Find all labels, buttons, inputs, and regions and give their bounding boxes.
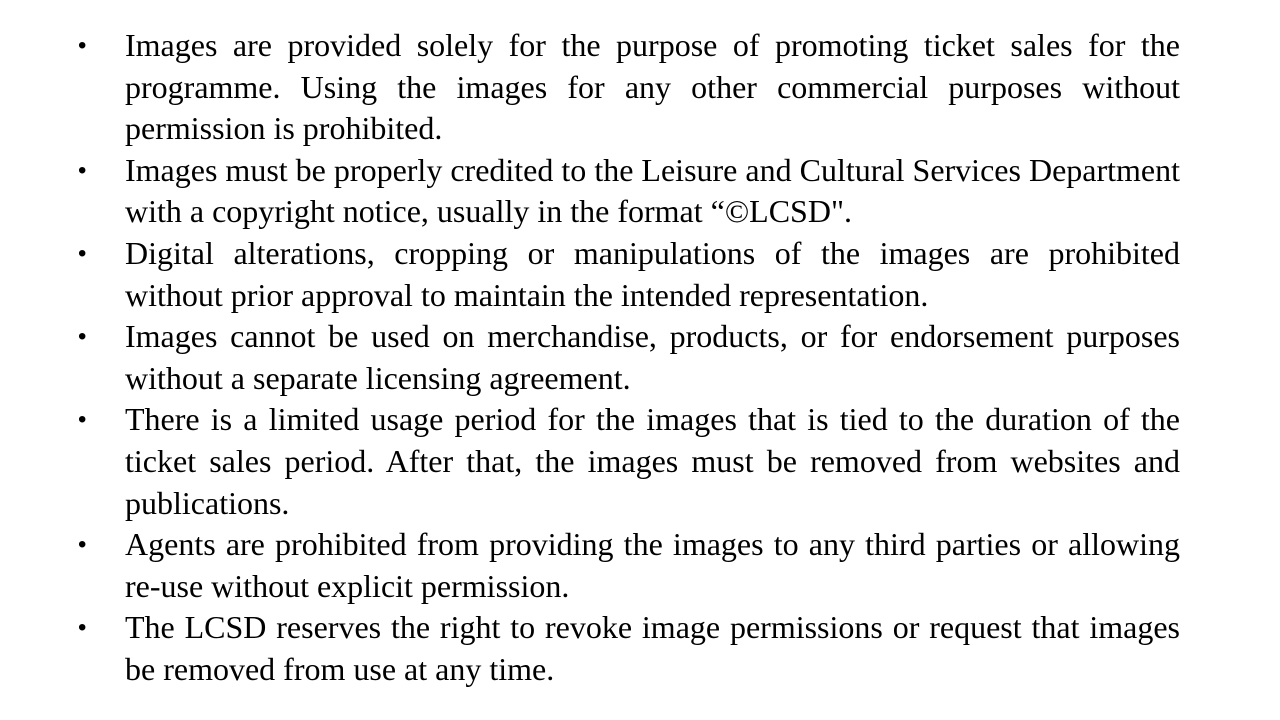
list-item-text: Images cannot be used on merchandise, products, or for endorsement purposes without a separate licensing agreement. [125,318,1180,396]
list-item [78,399,1180,524]
list-item [78,316,1180,399]
bullet-icon: • [78,323,87,351]
bullet-icon: • [78,156,87,184]
list-item-text: Images must be properly credited to the Leisure and Cultural Services Department with a copyright notice, usually in the format “©LCSD". [125,151,1180,230]
terms-list [78,25,1180,691]
list-item [78,524,1180,607]
bullet-icon: • [78,614,87,642]
list-item-text: Images are provided solely for the purpose of promoting ticket sales for the programme. Using the images for any other commercial purposes without permission is prohibited. [125,27,1180,147]
list-item-text: The LCSD reserves the right to revoke image permissions or request that images be removed from use at any time. [125,609,1180,687]
bullet-icon: • [78,239,87,267]
bullet-icon: • [78,406,87,434]
list-item-text: Agents are prohibited from providing the images to any third parties or allowing re-use without explicit permission. [125,526,1180,604]
list-item-text: Digital alterations, cropping or manipulations of the images are prohibited without prior approval to maintain the intended representation. [125,234,1180,313]
list-item [78,25,1180,150]
list-item [78,233,1180,316]
list-item [78,607,1180,690]
list-item-text: There is a limited usage period for the images that is tied to the duration of the ticket sales period. After that, the images must be removed from websites and publications. [125,401,1180,521]
list-item [78,150,1180,233]
bullet-icon: • [78,32,87,59]
bullet-icon: • [78,531,87,559]
